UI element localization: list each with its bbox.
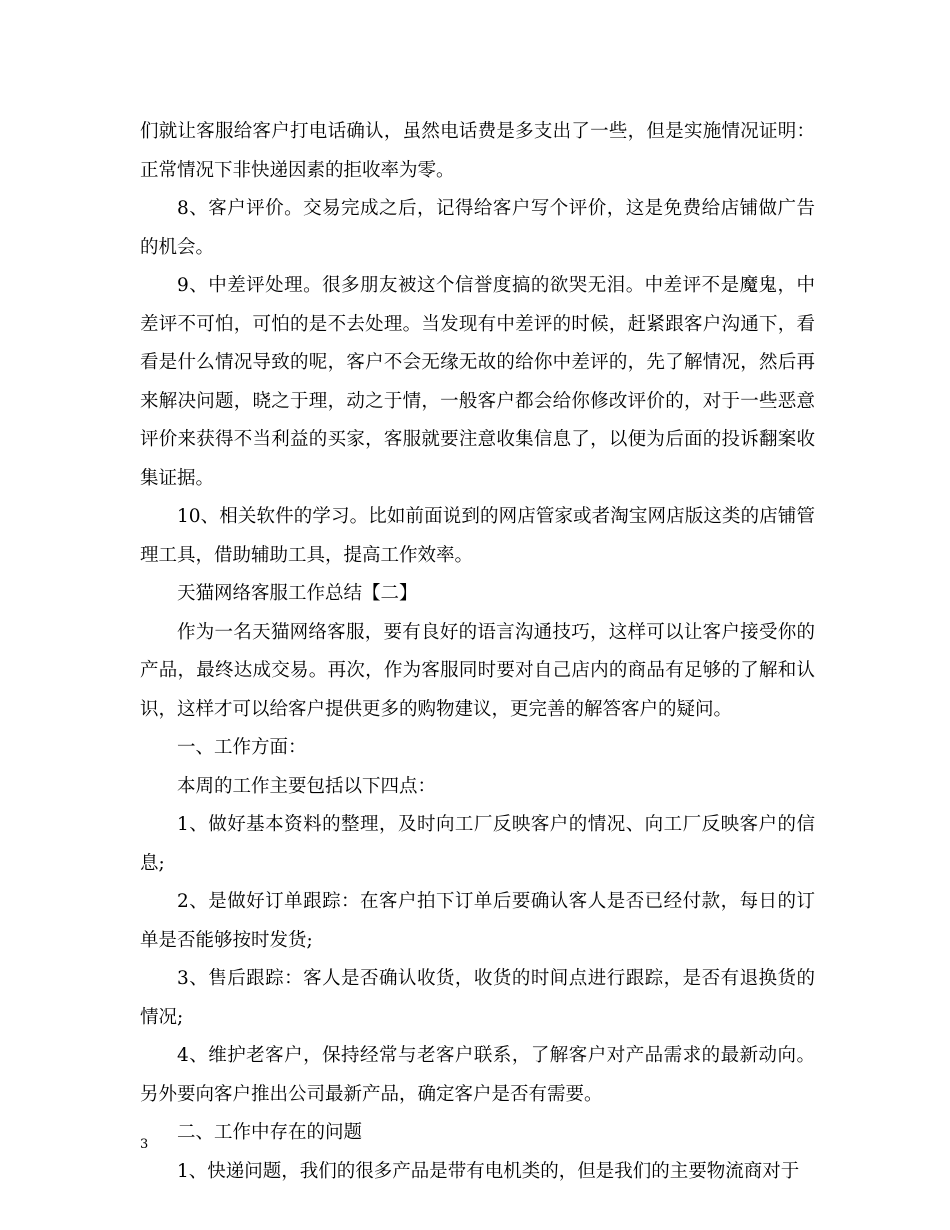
paragraph: 9、中差评处理。很多朋友被这个信誉度搞的欲哭无泪。中差评不是魔鬼，中差评不可怕，可怕的是不去处理。当发现有中差评的时候，赶紧跟客户沟通下，看看是什么情况导致的呢，客户不会无缘无故的给你中差评的，先了解情况，然后再来解决问题，晓之于理，动之于情，一般客户都会给你修改评价的，对于一些恶意评价来获得不当利益的买家，客服就要注意收集信息了，以便为后面的投诉翻案收集证据。 (140, 275, 815, 489)
document-body (140, 113, 815, 1191)
paragraph: 本周的工作主要包括以下四点： (177, 775, 437, 797)
paragraph: 作为一名天猫网络客服，要有良好的语言沟通技巧，这样可以让客户接受你的产品，最终达成交易。再次，作为客服同时要对自己店内的商品有足够的了解和认识，这样才可以给客户提供更多的购物建议，更完善的解答客户的疑问。 (140, 621, 815, 720)
list-item: 4、维护老客户，保持经常与老客户联系，了解客户对产品需求的最新动向。另外要向客户推出公司最新产品，确定客户是否有需要。 (140, 1045, 815, 1105)
list-item: 3、售后跟踪：客人是否确认收货，收货的时间点进行跟踪，是否有退换货的情况; (140, 968, 815, 1028)
paragraph: 8、客户评价。交易完成之后，记得给客户写个评价，这是免费给店铺做广告的机会。 (140, 198, 815, 258)
list-item: 1、快递问题，我们的很多产品是带有电机类的，但是我们的主要物流商对于 (177, 1160, 800, 1182)
page-number: 3 (140, 1137, 149, 1152)
paragraph: 10、相关软件的学习。比如前面说到的网店管家或者淘宝网店版这类的店铺管理工具，借助辅助工具，提高工作效率。 (140, 506, 815, 566)
section-heading: 天猫网络客服工作总结【二】 (177, 583, 418, 604)
list-item: 2、是做好订单跟踪：在客户拍下订单后要确认客人是否已经付款，每日的订单是否能够按时发货; (140, 891, 815, 951)
section-heading: 二、工作中存在的问题 (177, 1122, 363, 1143)
paragraph: 们就让客服给客户打电话确认，虽然电话费是多支出了一些，但是实施情况证明：正常情况下非快递因素的拒收率为零。 (140, 121, 815, 181)
list-item: 1、做好基本资料的整理，及时向工厂反映客户的情况、向工厂反映客户的信息; (140, 814, 815, 874)
section-heading: 一、工作方面： (177, 737, 307, 758)
